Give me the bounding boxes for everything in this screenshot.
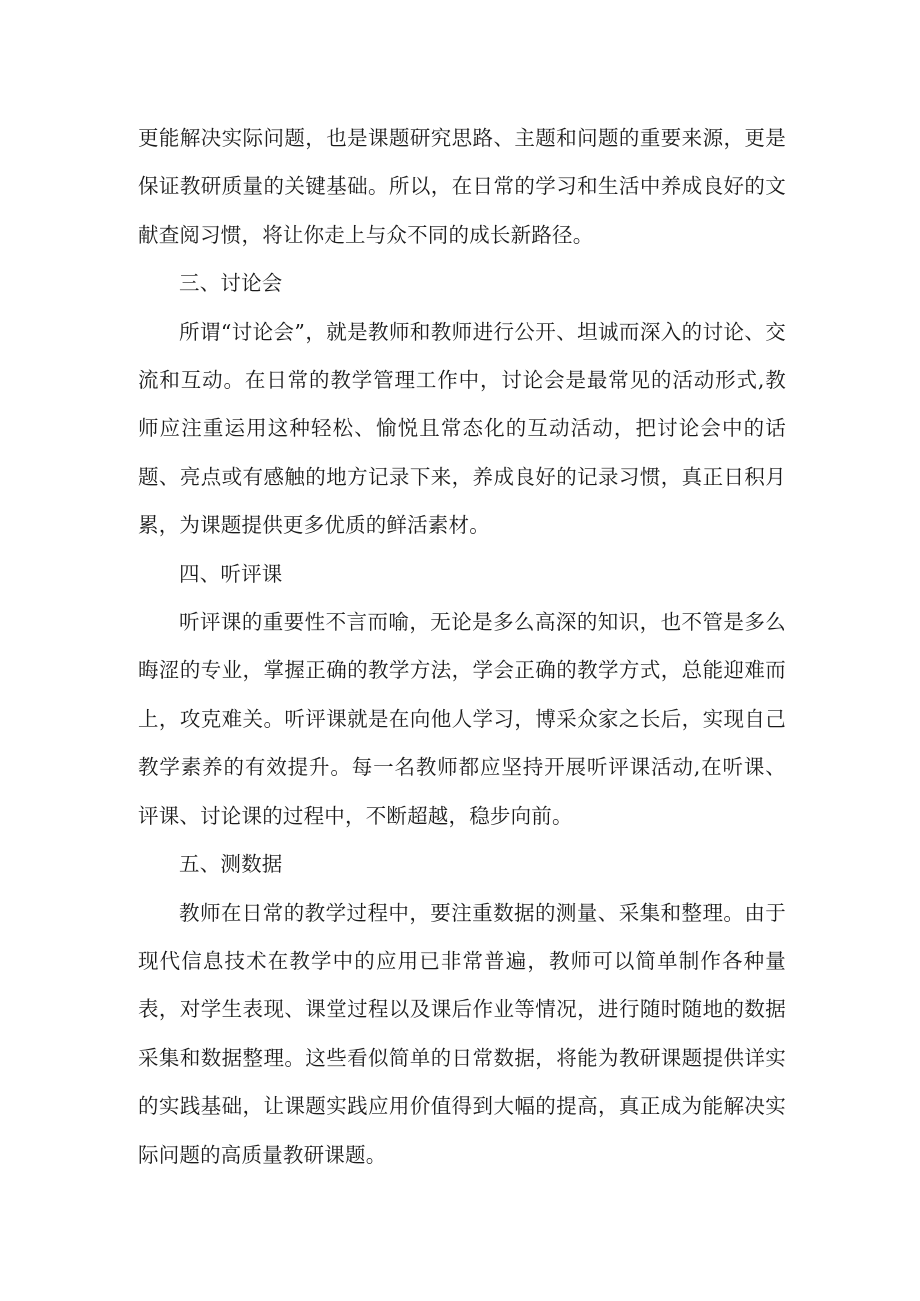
section-heading-discussion: 三、讨论会 [179,271,283,296]
paragraph-discussion: 所谓“讨论会”，就是教师和教师进行公开、坦诚而深入的讨论、交流和互动。在日常的教学管理工作中，讨论会是最常见的活动形式,教师应注重运用这种轻松、愉悦且常态化的互动活动，把讨论会中的话题、亮点或有感触的地方记录下来，养成良好的记录习惯，真正日积月累，为课题提供更多优质的鲜活素材。 [138,319,786,538]
paragraph-continuation: 更能解决实际问题，也是课题研究思路、主题和问题的重要来源，更是保证教研质量的关键基础。所以，在日常的学习和生活中养成良好的文献查阅习惯，将让你走上与众不同的成长新路径。 [138,126,786,247]
paragraph-data: 教师在日常的教学过程中，要注重数据的测量、采集和整理。由于现代信息技术在教学中的应用已非常普遍，教师可以简单制作各种量表，对学生表现、课堂过程以及课后作业等情况，进行随时随地的数据采集和数据整理。这些看似简单的日常数据，将能为教研课题提供详实的实践基础，让课题实践应用价值得到大幅的提高，真正成为能解决实际问题的高质量教研课题。 [138,900,786,1167]
paragraph-lesson-review: 听评课的重要性不言而喻，无论是多么高深的知识，也不管是多么晦涩的专业，掌握正确的教学方法，学会正确的教学方式，总能迎难而上，攻克难关。听评课就是在向他人学习，博采众家之长后，实现自己教学素养的有效提升。每一名教师都应坚持开展听评课活动,在听课、评课、讨论课的过程中，不断超越，稳步向前。 [138,610,786,828]
section-heading-data: 五、测数据 [179,852,283,877]
document-body [138,114,786,1179]
section-heading-lesson-review: 四、听评课 [179,561,283,586]
